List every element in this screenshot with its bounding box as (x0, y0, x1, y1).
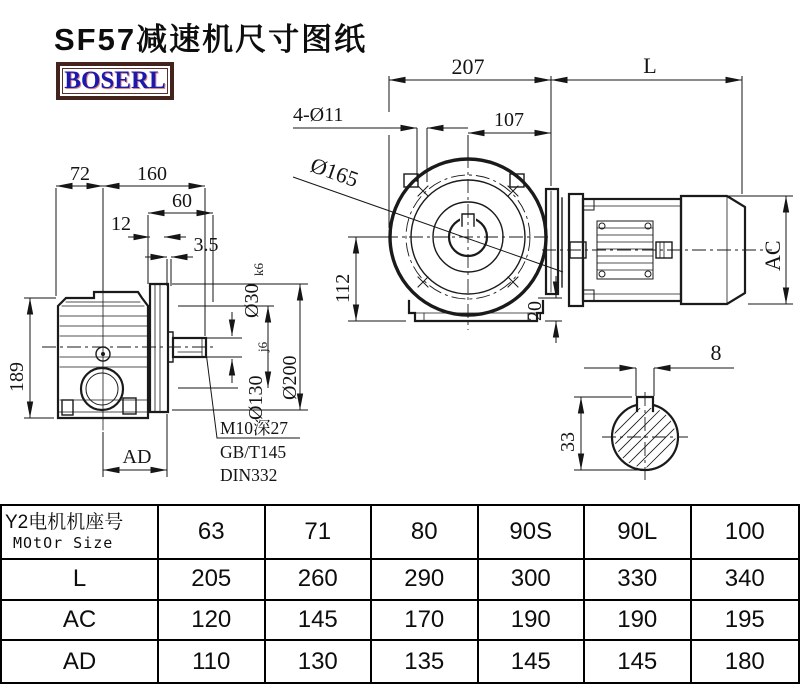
column-header: 100 (692, 506, 799, 560)
note-gb-standard: GB/T145 (220, 442, 287, 462)
dim-12: 12 (111, 213, 131, 235)
logo-text: BOSERL (64, 67, 166, 94)
note-thread: M10深27 (220, 418, 289, 438)
shaft-section (548, 340, 734, 480)
dim-dia30-fit: k6 (251, 263, 266, 276)
dim-112: 112 (332, 273, 354, 303)
row-label: AC (2, 601, 159, 642)
dim-207: 207 (451, 54, 485, 79)
dim-key-height-33: 33 (557, 432, 579, 452)
table-cell: 290 (372, 560, 479, 601)
column-header: 90L (585, 506, 692, 560)
table-cell: 130 (266, 641, 373, 682)
table-cell: 120 (159, 601, 266, 642)
flange-and-shaft-outline (150, 284, 206, 412)
table-cell: 180 (724, 647, 765, 675)
table-cell: 145 (585, 641, 692, 682)
table-header-motor-size (2, 506, 159, 560)
page-title: SF57减速机尺寸图纸 (54, 22, 368, 57)
right-view (293, 53, 793, 343)
column-header: 71 (266, 506, 373, 560)
dim-160: 160 (137, 163, 167, 185)
left-view (6, 163, 308, 485)
column-header: 63 (159, 506, 266, 560)
table-cell: 110 (159, 641, 266, 682)
dim-AD: AD (122, 446, 152, 468)
dim-key-width-8: 8 (710, 340, 722, 365)
table-cell: 190 (479, 601, 586, 642)
right-view-dimensions (293, 53, 793, 343)
dim-72: 72 (70, 163, 90, 185)
table-cell: 330 (585, 560, 692, 601)
dim-dia200: Ø200 (279, 355, 301, 400)
table-cell: 145 (266, 601, 373, 642)
note-din-standard: DIN332 (220, 465, 278, 485)
table-cell: 145 (479, 641, 586, 682)
dim-dia30: Ø30 (241, 283, 263, 318)
dim-dia165: Ø165 (307, 152, 362, 193)
column-header: 90S (479, 506, 586, 560)
dim-3-5: 3.5 (193, 234, 219, 256)
table-cell: 195 (692, 601, 799, 642)
table-cell: 190 (585, 601, 692, 642)
motor-outline (542, 189, 772, 306)
dim-60: 60 (172, 190, 192, 212)
table-cell: 170 (372, 601, 479, 642)
dim-bolt-holes: 4-Ø11 (293, 104, 344, 126)
row-label: AD (2, 641, 159, 682)
gearbox-body-outline (58, 292, 148, 430)
header-en: MOtOr Size (13, 533, 114, 552)
motor-size-table (0, 504, 800, 684)
row-label: L (2, 560, 159, 601)
dim-AC: AC (760, 240, 785, 271)
dim-dia130: Ø130 (245, 375, 267, 420)
table-cell: 135 (372, 641, 479, 682)
dim-dia130-fit: j6 (255, 341, 270, 352)
table-cell: 205 (159, 560, 266, 601)
dim-189: 189 (6, 362, 28, 392)
dim-L: L (643, 53, 657, 78)
dim-20: 20 (524, 301, 546, 321)
header-cn: Y2电机机座号 (5, 512, 124, 534)
left-view-dimensions (6, 163, 308, 485)
table-cell: 300 (479, 560, 586, 601)
column-header: 80 (372, 506, 479, 560)
dim-107: 107 (494, 109, 524, 131)
table-cell: 260 (266, 560, 373, 601)
table-cell: 340 (692, 560, 799, 601)
